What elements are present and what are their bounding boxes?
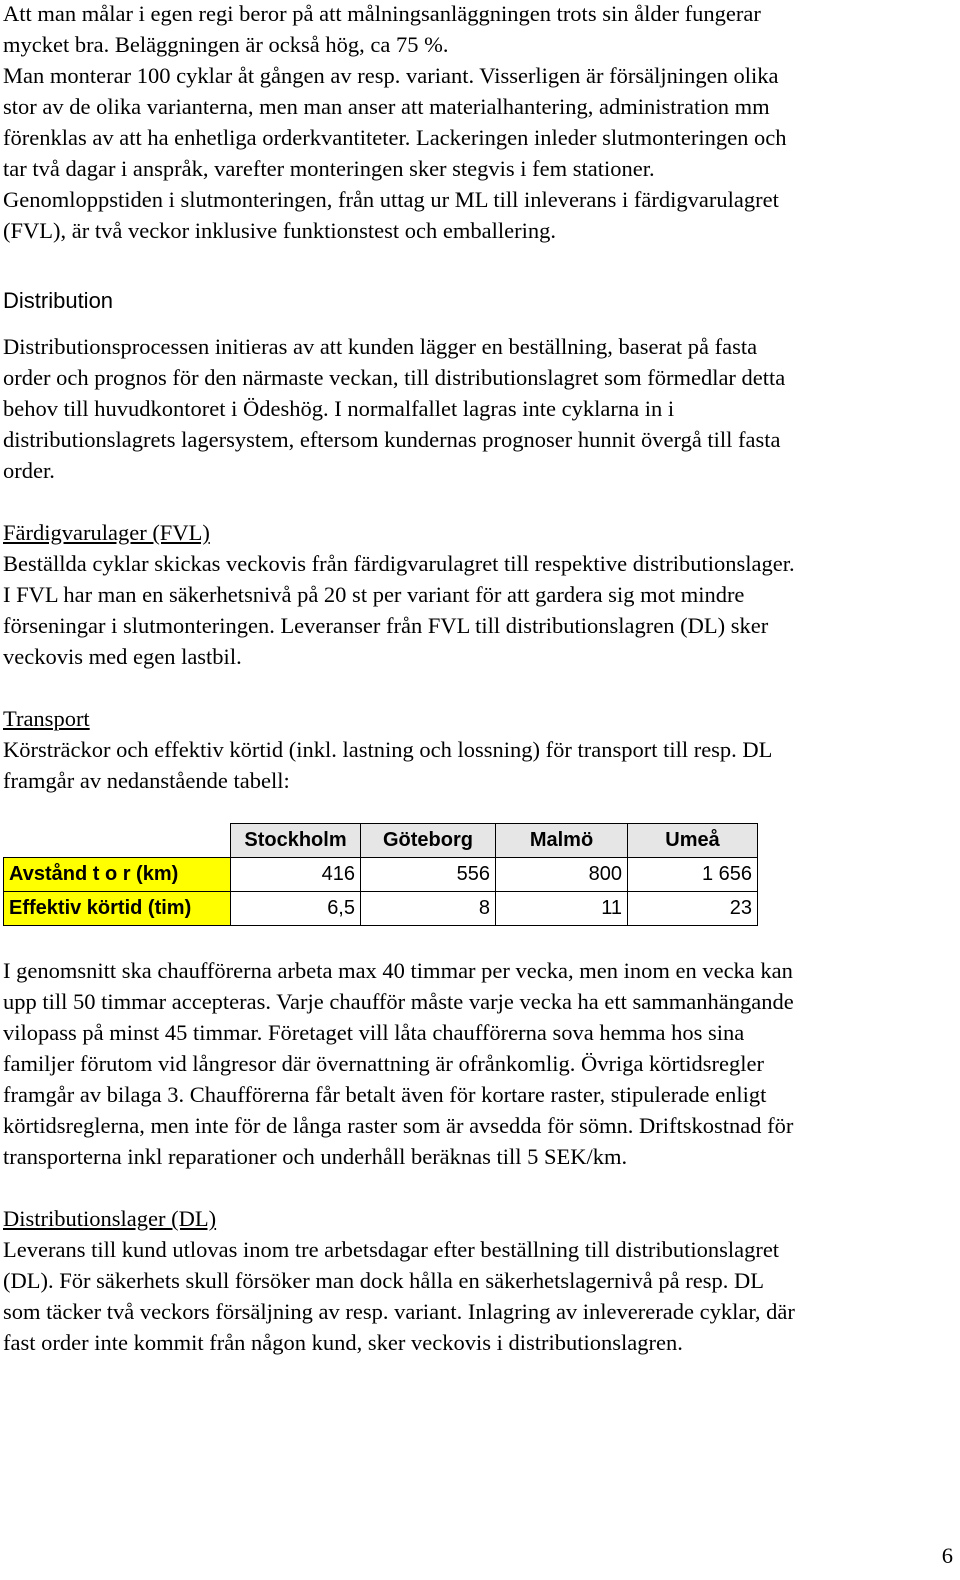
text-line: framgår av bilaga 3. Chaufförerna får betalt även för kortare raster, stipulerade enligt xyxy=(3,1082,767,1107)
text-line: transporterna inkl reparationer och underhåll beräknas till 5 SEK/km. xyxy=(3,1144,628,1169)
table-cell: 11 xyxy=(496,892,628,926)
table-cell: 23 xyxy=(628,892,758,926)
text-line: I genomsnitt ska chaufförerna arbeta max 40 timmar per vecka, men inom en vecka kan xyxy=(3,958,793,983)
table-row-label: Avstånd t o r (km) xyxy=(4,858,231,892)
text-line: order. xyxy=(3,458,55,483)
text-line: mycket bra. Beläggningen är också hög, ca 75 %. xyxy=(3,32,449,57)
text-line: veckovis med egen lastbil. xyxy=(3,644,242,669)
text-line: stor av de olika varianterna, men man anser att materialhantering, administration mm xyxy=(3,94,770,119)
table-cell: 416 xyxy=(231,858,361,892)
text-line: Beställda cyklar skickas veckovis från färdigvarulagret till respektive distributionslager. xyxy=(3,551,795,576)
table-row xyxy=(4,858,758,892)
text-line: upp till 50 timmar accepteras. Varje chaufför måste varje vecka ha ett sammanhängande xyxy=(3,989,794,1014)
text-line: I FVL har man en säkerhetsnivå på 20 st per variant för att gardera sig mot mindre xyxy=(3,582,745,607)
distribution-paragraph xyxy=(3,331,785,486)
table-header-row xyxy=(4,824,758,858)
table-row xyxy=(4,892,758,926)
table-cell: 800 xyxy=(496,858,628,892)
text-line: Distributionsprocessen initieras av att kunden lägger en beställning, baserat på fasta xyxy=(3,334,758,359)
text-line: förseningar i slutmonteringen. Leveranser från FVL till distributionslagren (DL) sker xyxy=(3,613,769,638)
dl-heading: Distributionslager (DL) xyxy=(3,1206,217,1231)
text-line: Körsträckor och effektiv körtid (inkl. lastning och lossning) för transport till resp. DL xyxy=(3,737,773,762)
fvl-paragraph xyxy=(3,548,795,672)
table-corner xyxy=(4,824,231,858)
text-line: tar två dagar i anspråk, varefter monteringen sker stegvis i fem stationer. xyxy=(3,156,655,181)
table-row-label: Effektiv körtid (tim) xyxy=(4,892,231,926)
transport-paragraph xyxy=(3,734,772,796)
table-cell: 8 xyxy=(361,892,496,926)
text-line: behov till huvudkontoret i Ödeshög. I normalfallet lagras inte cyklarna in i xyxy=(3,396,675,421)
text-line: framgår av nedanstående tabell: xyxy=(3,768,290,793)
table-cell: 6,5 xyxy=(231,892,361,926)
transport-heading: Transport xyxy=(3,706,90,731)
page-number: 6 xyxy=(941,1543,953,1568)
text-line: (DL). För säkerhets skull försöker man dock hålla en säkerhetslagernivå på resp. DL xyxy=(3,1268,765,1293)
table-column-header: Malmö xyxy=(496,824,628,858)
text-line: vilopass på minst 45 timmar. Företaget vill låta chaufförerna sova hemma hos sina xyxy=(3,1020,745,1045)
text-line: som täcker två veckors försäljning av resp. variant. Inlagring av inlevererade cyklar, där xyxy=(3,1299,795,1324)
text-line: förenklas av att ha enhetliga orderkvantiteter. Lackeringen inleder slutmonteringen och xyxy=(3,125,787,150)
dl-paragraph xyxy=(3,1234,795,1358)
fvl-heading: Färdigvarulager (FVL) xyxy=(3,520,210,545)
text-line: Leverans till kund utlovas inom tre arbetsdagar efter beställning till distributionslagret xyxy=(3,1237,780,1262)
distance-table xyxy=(3,823,758,926)
table-cell: 1 656 xyxy=(628,858,758,892)
text-line: Man monterar 100 cyklar åt gången av resp. variant. Visserligen är försäljningen olika xyxy=(3,63,779,88)
distribution-heading: Distribution xyxy=(3,288,114,313)
table-column-header: Umeå xyxy=(628,824,758,858)
text-line: körtidsreglerna, men inte för de långa raster som är avsedda för sömn. Driftskostnad för xyxy=(3,1113,794,1138)
intro-paragraph xyxy=(3,0,786,246)
text-line: fast order inte kommit från någon kund, sker veckovis i distributionslagren. xyxy=(3,1330,683,1355)
text-line: Genomloppstiden i slutmonteringen, från uttag ur ML till inleverans i färdigvarulagret xyxy=(3,187,779,212)
text-line: order och prognos för den närmaste veckan, till distributionslagret som förmedlar detta xyxy=(3,365,786,390)
table-cell: 556 xyxy=(361,858,496,892)
text-line: (FVL), är två veckor inklusive funktionstest och emballering. xyxy=(3,218,556,243)
table-column-header: Stockholm xyxy=(231,824,361,858)
text-line: distributionslagrets lagersystem, eftersom kundernas prognoser hunnit övergå till fasta xyxy=(3,427,781,452)
text-line: Att man målar i egen regi beror på att målningsanläggningen trots sin ålder fungerar xyxy=(3,1,761,26)
table-column-header: Göteborg xyxy=(361,824,496,858)
text-line: familjer förutom vid långresor där övernattning är ofrånkomlig. Övriga körtidsregler xyxy=(3,1051,765,1076)
drivers-paragraph xyxy=(3,955,794,1172)
